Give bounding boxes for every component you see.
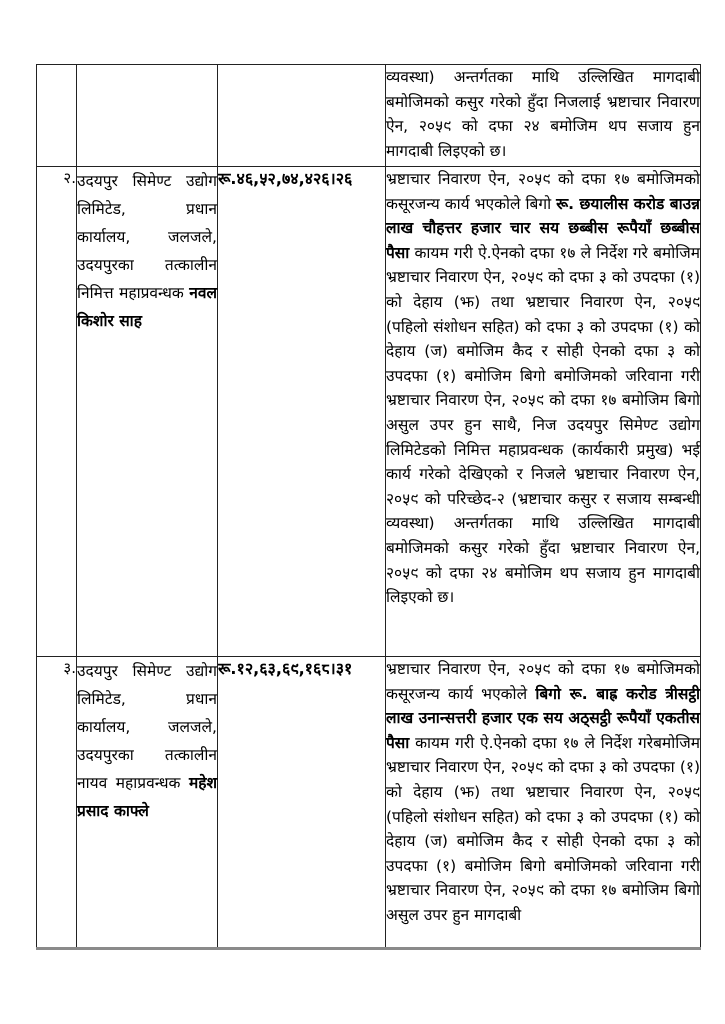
charge-text-post: कायम गरी ऐ.ऐनको दफा १७ ले निर्देश गरे बमोजिम भ्रष्टाचार निवारण ऐन, २०५९ को दफा ३ को उपदफा (१) को देहाय (झ) तथा भ्रष्टाचार निवारण ऐन, २०५९ (पहिलो संशोधन सहित) को दफा ३ को उपदफा (१) को देहाय (ज) बमोजिम कैद र सोही ऐनको दफा ३ को उपदफा (१) बमोजिम बिगो बमोजिमको जरिवाना गरी भ्रष्टाचार निवारण ऐन, २०५९ को दफा १७ बमोजिम बिगो असुल उपर हुन साथै, निज उदयपुर सिमेण्ट उद्योग लिमिटेडको निमित्त महाप्रवन्धक (कार्यकारी प्रमुख) भई कार्य गरेको देखिएको र निजले भ्रष्टाचार निवारण ऐन, २०५९ को परिच्छेद-२ (भ्रष्टाचार कसुर र सजाय सम्बन्धी व्यवस्था) अन्तर्गतका माथि उल्लिखित मागदाबी बमोजिमको कसुर गरेको हुँदा भ्रष्टाचार निवारण ऐन, २०५९ को दफा २४ बमोजिम थप सजाय हुन मागदाबी लिइएको छ।: [386, 243, 700, 607]
claim-amount-cell: [218, 65, 386, 167]
charge-description-cell: [386, 657, 701, 949]
accused-name-text: उदयपुर सिमेण्ट उद्योग लिमिटेड, प्रधान कार्यालय, जलजले, उदयपुरका तत्कालीन निमित्त महाप्रवन्धक: [77, 172, 217, 302]
accused-name-cell: [77, 65, 218, 167]
charge-description-cell: [386, 167, 701, 657]
claim-amount-cell: रू.१२,६३,६९,१६८।३१: [218, 657, 386, 949]
table-row: [37, 167, 701, 657]
accused-name-bold: नवल किशोर साह: [77, 284, 217, 330]
charge-text-post: कायम गरी ऐ.ऐनको दफा १७ ले निर्देश गरेबमोजिम भ्रष्टाचार निवारण ऐन, २०५९ को दफा ३ को उपदफा (१) को देहाय (झ) तथा भ्रष्टाचार निवारण ऐन, २०५९ (पहिलो संशोधन सहित) को दफा ३ को उपदफा (१) को देहाय (ज) बमोजिम कैद र सोही ऐनको दफा ३ को उपदफा (१) बमोजिम बिगो बमोजिमको जरिवाना गरी भ्रष्टाचार निवारण ऐन, २०५९ को दफा १७ बमोजिम बिगो असुल उपर हुन मागदाबी: [386, 733, 700, 924]
accused-name-cell: [77, 167, 218, 657]
table-row: [37, 657, 701, 949]
table-row-continuation: [37, 65, 701, 167]
charge-amount-in-words: बिगो रू. बाह्र करोड त्रीसट्ठी लाख उनान्सत्तरी हजार एक सय अठ्सट्ठी रूपैयाँ एकतीस पैसा: [386, 684, 700, 752]
charge-description-cell: [386, 65, 701, 167]
serial-cell: ३.: [37, 657, 77, 949]
charge-text-pre: भ्रष्टाचार निवारण ऐन, २०५९ को दफा १७ बमोजिमको कसूरजन्य कार्य भएकोले बिगो: [386, 170, 700, 213]
charge-amount-in-words: रू. छयालीस करोड बाउन्न लाख चौहत्तर हजार चार सय छब्बीस रूपैयाँ छब्बीस पैसा: [386, 194, 700, 262]
accused-name-bold: महेश प्रसाद काफ्ले: [77, 774, 217, 820]
serial-cell: २.: [37, 167, 77, 657]
accused-name-cell: [77, 657, 218, 949]
accused-name-text: उदयपुर सिमेण्ट उद्योग लिमिटेड, प्रधान कार्यालय, जलजले, उदयपुरका तत्कालीन नायव महाप्रवन्धक: [77, 662, 217, 792]
serial-cell: [37, 65, 77, 167]
charge-text-pre: भ्रष्टाचार निवारण ऐन, २०५९ को दफा १७ बमोजिमको कसूरजन्य कार्य भएकोले: [386, 660, 700, 703]
claim-amount-cell: रू.४६,५२,७४,४२६।२६: [218, 167, 386, 657]
charge-table: [36, 64, 701, 950]
charge-text-post: व्यवस्था) अन्तर्गतका माथि उल्लिखित मागदाबी बमोजिमको कसुर गरेको हुँदा निजलाई भ्रष्टाचार निवारण ऐन, २०५९ को दफा २४ बमोजिम थप सजाय हुन मागदाबी लिइएको छ।: [386, 68, 700, 160]
